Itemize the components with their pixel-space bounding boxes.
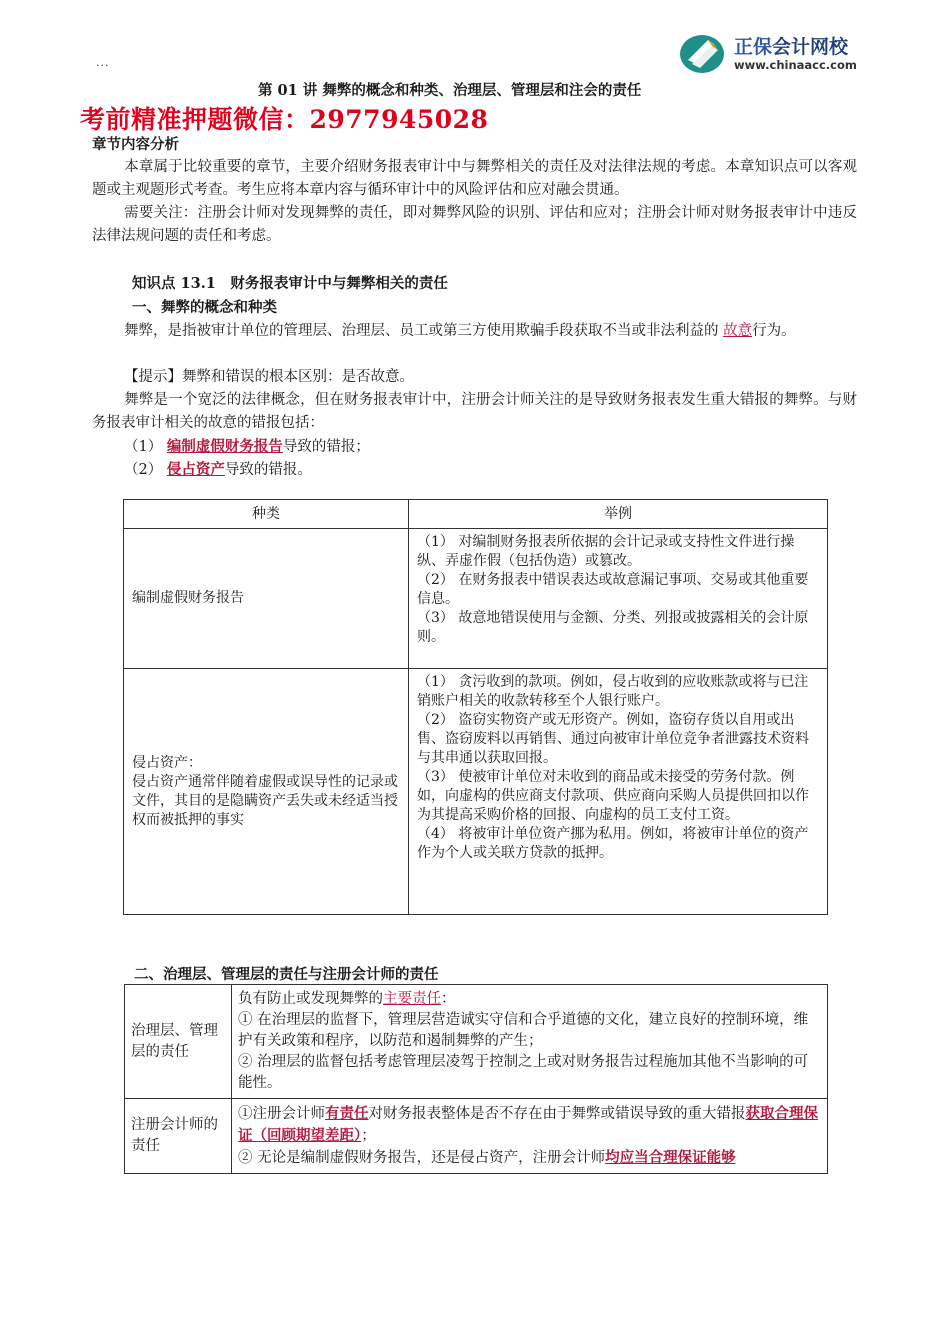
analysis-paragraph-1: 本章属于比较重要的章节，主要介绍财务报表审计中与舞弊相关的责任及对法律法规的考虑。本章知识点可以客观题或主观题形式考查。考生应将本章内容与循环审计中的风险评估和应对融会贯通。 (92, 159, 857, 198)
header-scrap: ... (96, 56, 110, 69)
keyword-intentional: 故意 (723, 323, 753, 339)
keyword-should-assure: 均应当合理保证能够 (605, 1149, 736, 1166)
examples-false-report (409, 529, 828, 669)
governance-intro: 负有防止或发现舞弊的主要责任： (238, 991, 456, 1007)
example-item: （2） 在财务报表中错误表达或故意漏记事项、交易或其他重要信息。 (417, 572, 809, 607)
type-title: 侵占资产： (132, 754, 202, 771)
keyword-reasonable-assurance: 获取合理保证（回顾期望差距） (238, 1105, 818, 1144)
example-item: （1） 贪污收到的款项。例如，侵占收到的应收账款或将与已注销账户相关的收款转移至个人银行账户。 (417, 674, 809, 709)
keyword-primary-responsibility: 主要责任 (383, 991, 441, 1007)
analysis-heading: 章节内容分析 (92, 136, 179, 153)
keyword-false-report: 编制虚假财务报告 (166, 438, 283, 455)
type-misappropriation (124, 669, 409, 915)
type-description: 侵占资产通常伴随着虚假或误导性的记录或文件，其目的是隐瞒资产丢失或未经适当授权而被抵押的事实 (132, 773, 398, 828)
table-row (124, 669, 828, 915)
lecture-title: 第 01 讲 舞弊的概念和种类、治理层、管理层和注会的责任 (258, 82, 642, 99)
example-item: （4） 将被审计单位资产挪为私用。例如，将被审计单位的资产作为个人或关联方贷款的抵押。 (417, 826, 809, 861)
knowledge-heading: 知识点 13.1 财务报表审计中与舞弊相关的责任 (132, 275, 448, 292)
table-row (125, 985, 828, 1099)
keyword-misappropriation: 侵占资产 (166, 461, 225, 478)
promo-banner: 考前精准押题微信：2977945028 (80, 105, 489, 134)
fraud-definition: 舞弊，是指被审计单位的管理层、治理层、员工或第三方使用欺骗手段获取不当或非法利益的 故意行为。 (124, 323, 796, 339)
header-example: 举例 (409, 500, 828, 529)
subheading-concept: 一、舞弊的概念和种类 (132, 299, 277, 316)
example-item: （3） 使被审计单位对未收到的商品或未接受的劳务付款。例如，向虚构的供应商支付款项、供应商向采购人员提供回扣以作为其提高采购价格的回报、向虚构的员工支付工资。 (417, 769, 809, 823)
header-type: 种类 (124, 500, 409, 529)
responsibility-table (124, 984, 828, 1174)
auditor-point: ①注册会计师有责任对财务报表整体是否不存在由于舞弊或错误导致的重大错报获取合理保证（回顾期望差距）； (238, 1105, 818, 1144)
examples-misappropriation (409, 669, 828, 915)
section2-heading: 二、治理层、管理层的责任与注册会计师的责任 (134, 966, 439, 983)
example-item: （3） 故意地错误使用与金额、分类、列报或披露相关的会计原则。 (417, 610, 809, 645)
logo (678, 28, 878, 78)
keyword-responsible: 有责任 (325, 1105, 369, 1122)
analysis-paragraph-2: 需要关注：注册会计师对发现舞弊的责任，即对舞弊风险的识别、评估和应对；注册会计师对财务报表审计中违反法律法规问题的责任和考虑。 (92, 205, 857, 244)
list-item-2: （2） 侵占资产导致的错报。 (124, 461, 312, 478)
table-row (124, 529, 828, 669)
label-auditor: 注册会计师的责任 (125, 1099, 232, 1174)
logo-brand: 正保会计网校 (734, 36, 849, 58)
table-row (125, 1099, 828, 1174)
tip-text: 【提示】舞弊和错误的根本区别：是否故意。 (124, 369, 414, 385)
governance-point: ① 在治理层的监督下，管理层营造诚实守信和合乎道德的文化，建立良好的控制环境，维护有关政策和程序，以防范和遏制舞弊的产生； (238, 1012, 809, 1049)
logo-url: www.chinaacc.com (734, 58, 857, 72)
content-auditor (232, 1099, 828, 1174)
concept-paragraph: 舞弊是一个宽泛的法律概念，但在财务报表审计中，注册会计师关注的是导致财务报表发生重大错报的舞弊。与财务报表审计相关的故意的错报包括： (92, 392, 857, 431)
type-false-report: 编制虚假财务报告 (124, 529, 409, 669)
logo-book-icon (678, 30, 730, 74)
auditor-point: ② 无论是编制虚假财务报告，还是侵占资产，注册会计师均应当合理保证能够 (238, 1149, 736, 1166)
fraud-types-table (123, 499, 828, 915)
example-item: （2） 盗窃实物资产或无形资产。例如，盗窃存货以自用或出售、盗窃废料以再销售、通过向被审计单位竞争者泄露技术资料与其串通以获取回报。 (417, 712, 809, 766)
list-item-1: （1） 编制虚假财务报告导致的错报； (124, 438, 370, 455)
label-governance: 治理层、管理层的责任 (125, 985, 232, 1099)
example-item: （1） 对编制财务报表所依据的会计记录或支持性文件进行操纵、弄虚作假（包括伪造）或篡改。 (417, 534, 795, 569)
table-header-row (124, 500, 828, 529)
governance-point: ② 治理层的监督包括考虑管理层凌驾于控制之上或对财务报告过程施加其他不当影响的可能性。 (238, 1054, 809, 1091)
content-governance (232, 985, 828, 1099)
